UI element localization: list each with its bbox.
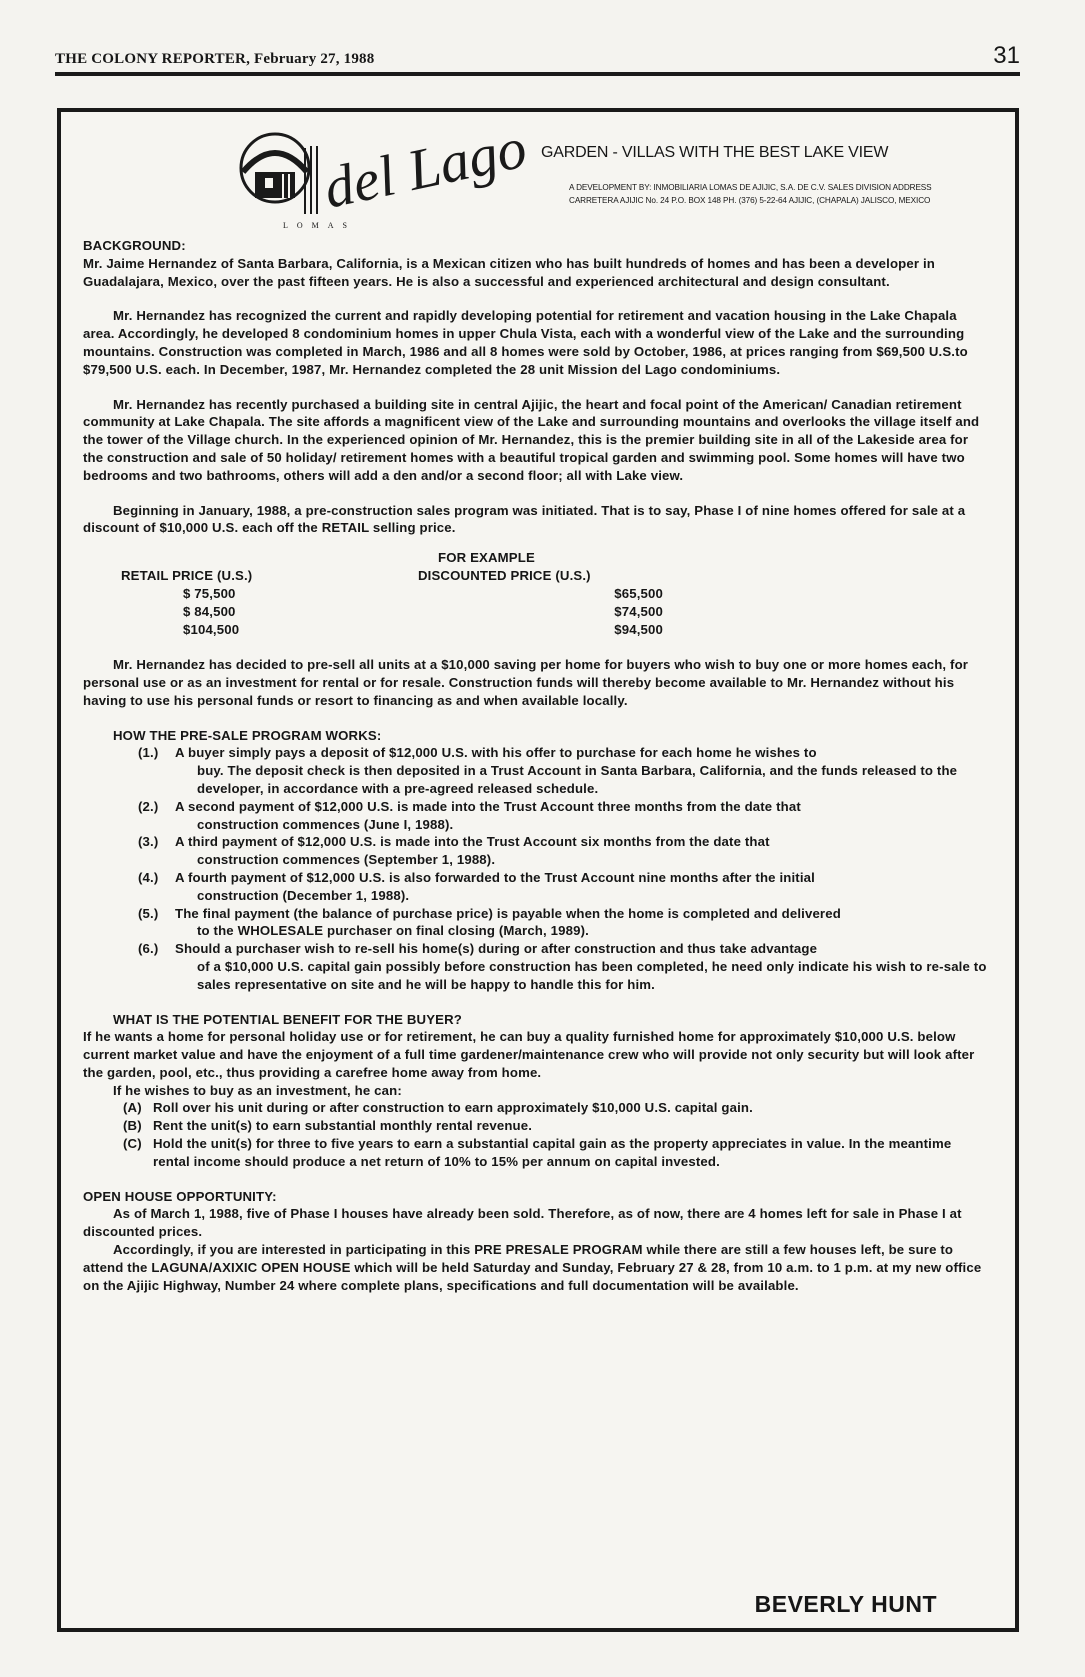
step-text-continued: construction commences (June I, 1988). <box>197 816 454 832</box>
step-item <box>83 833 988 869</box>
step-text-continued: buy. The deposit check is then deposited in a Trust Account in Santa Barbara, California, and the funds released to the developer, in accordance with a pre-agreed released schedule. <box>197 763 958 796</box>
option-item <box>83 1099 988 1117</box>
step-item <box>83 905 988 941</box>
retail-price: $104,500 <box>183 622 240 638</box>
step-number: (4.) <box>138 869 159 885</box>
step-item <box>83 869 988 905</box>
step-text: Should a purchaser wish to re-sell his home(s) during or after construction and thus take advantage <box>175 941 818 957</box>
paragraph-benefit-personal: If he wants a home for personal holiday use or for retirement, he can buy a quality furnished home for approximately $10,000 U.S. below current market value and have the enjoyment of a full time gardener/maintenance crew who will provide not only security but will look after the garden, pool, etc., thus providing a carefree home away from home. <box>83 1029 975 1080</box>
retail-price-header: RETAIL PRICE (U.S.) <box>121 568 253 584</box>
paragraph-ajijic-site: Mr. Hernandez has recently purchased a building site in central Ajijic, the heart and focal point of the American/ Canadian retirement community at Lake Chapala. The site affords a magnificent view of the Lake and surrounding mountains and overlooks the village itself and the tower of the Village church. In the experienced opinion of Mr. Hernandez, this is the premier building site in all of the Lakeside area for the construction and sale of 50 holiday/ retirement homes with a beautiful tropical garden and swimming pool. Some homes will have two bedrooms and two bathrooms, others will add a den and/or a second floor; all with Lake view. <box>83 396 980 483</box>
paragraph-presell: Mr. Hernandez has decided to pre-sell all units at a $10,000 saving per home for buyers who wish to buy one or more homes each, for personal use or as an investment for rental or for resale. Construction funds will thereby become available to Mr. Hernandez without his having to use his personal funds or resort to financing as and when available locally. <box>83 657 969 708</box>
ad-body <box>83 237 988 1294</box>
for-example-label: FOR EXAMPLE <box>438 550 535 566</box>
paragraph-presale-start: Beginning in January, 1988, a pre-construction sales program was initiated. That is to say, Phase I of nine homes offered for sale at a discount of $10,000 U.S. each off the RETAIL selling price. <box>83 502 966 536</box>
step-number: (1.) <box>138 745 159 761</box>
developer-line-1: A DEVELOPMENT BY: INMOBILIARIA LOMAS DE AJIJIC, S.A. DE C.V. SALES DIVISION ADDRESS <box>569 183 932 192</box>
paragraph-benefit-investment: If he wishes to buy as an investment, he can: <box>113 1082 402 1098</box>
discounted-price: $74,500 <box>614 604 663 620</box>
discounted-price: $65,500 <box>614 586 663 602</box>
retail-price: $ 75,500 <box>183 586 236 602</box>
option-text: Hold the unit(s) for three to five years to earn a substantial capital gain as the property appreciates in value. In the meantime rental income should produce a net return of 10% to 15% per annum on capital invested. <box>153 1136 952 1169</box>
step-item <box>83 940 988 993</box>
page-number: 31 <box>993 42 1020 69</box>
option-text: Roll over his unit during or after construction to earn approximately $10,000 U.S. capital gain. <box>153 1100 753 1116</box>
step-text: A second payment of $12,000 U.S. is made into the Trust Account three months from the date that <box>175 798 801 814</box>
discounted-price: $94,500 <box>614 622 663 638</box>
retail-price: $ 84,500 <box>183 604 236 620</box>
step-text: The final payment (the balance of purchase price) is payable when the home is completed and delivered <box>175 905 841 921</box>
option-item <box>83 1117 988 1135</box>
newspaper-title: THE COLONY REPORTER, February 27, 1988 <box>55 51 375 67</box>
price-table <box>83 549 988 639</box>
step-text-continued: of a $10,000 U.S. capital gain possibly before construction has been completed, he need only indicate his wish to re-sale to sales representative on site and he will be happy to handle this for him. <box>197 958 987 992</box>
step-text: A third payment of $12,000 U.S. is made into the Trust Account six months from the date that <box>175 834 770 850</box>
step-text-continued: construction (December 1, 1988). <box>197 887 410 903</box>
advertisement <box>57 108 1019 1632</box>
how-it-works-heading: HOW THE PRE-SALE PROGRAM WORKS: <box>113 727 382 743</box>
signature: BEVERLY HUNT <box>754 1591 937 1617</box>
step-number: (5.) <box>138 905 159 921</box>
option-label: (A) <box>123 1100 142 1116</box>
benefit-heading: WHAT IS THE POTENTIAL BENEFIT FOR THE BUYER? <box>113 1011 462 1027</box>
step-text: A fourth payment of $12,000 U.S. is also forwarded to the Trust Account nine months after the initial <box>175 869 815 885</box>
logo-script-text: del Lago <box>318 114 532 221</box>
step-text-continued: to the WHOLESALE purchaser on final closing (March, 1989). <box>197 923 589 939</box>
investment-options <box>83 1099 988 1170</box>
option-label: (B) <box>123 1118 142 1134</box>
tagline: GARDEN - VILLAS WITH THE BEST LAKE VIEW <box>541 144 889 161</box>
option-label: (C) <box>123 1136 142 1152</box>
paragraph-open-house-status: As of March 1, 1988, five of Phase I houses have already been sold. Therefore, as of now, there are 4 homes left for sale in Phase I at discounted prices. <box>83 1206 962 1240</box>
logo-emblem-icon <box>231 114 532 228</box>
step-item <box>83 798 988 834</box>
paragraph-chula-vista: Mr. Hernandez has recognized the current and rapidly developing potential for retirement and vacation housing in the Lake Chapala area. Accordingly, he developed 8 condominium homes in upper Chula Vista, each with a wonderful view of the Lake and the surrounding mountains. Construction was completed in March, 1986 and all 8 homes were sold by October, 1986, at prices ranging from $69,500 U.S.to $79,500 U.S. each. In December, 1987, Mr. Hernandez completed the 28 unit Mission del Lago condominiums. <box>83 308 968 377</box>
discounted-price-header: DISCOUNTED PRICE (U.S.) <box>418 568 591 584</box>
option-text: Rent the unit(s) to earn substantial monthly rental revenue. <box>153 1118 533 1134</box>
option-item <box>83 1135 988 1171</box>
open-house-heading: OPEN HOUSE OPPORTUNITY: <box>83 1188 277 1204</box>
background-heading: BACKGROUND: <box>83 238 186 253</box>
step-text: A buyer simply pays a deposit of $12,000 U.S. with his offer to purchase for each home he wishes to <box>175 745 817 761</box>
step-text-continued: construction commences (September 1, 1988). <box>197 852 496 868</box>
paragraph-open-house-invite: Accordingly, if you are interested in participating in this PRE PRESALE PROGRAM while there are still a few houses left, be sure to attend the LAGUNA/AXIXIC OPEN HOUSE which will be held Saturday and Sunday, February 27 & 28, from 10 a.m. to 1 p.m. at my new office on the Ajijic Highway, Number 24 where complete plans, specifications and full documentation will be available. <box>83 1242 982 1293</box>
step-number: (6.) <box>138 941 159 957</box>
step-item <box>83 744 988 797</box>
paragraph-background: Mr. Jaime Hernandez of Santa Barbara, California, is a Mexican citizen who has built hundreds of homes and has been a developer in Guadalajara, Mexico, over the past fifteen years. He is also a successful and experienced architectural and design consultant. <box>83 255 935 289</box>
program-steps <box>83 744 988 993</box>
del-lago-logo <box>231 114 532 238</box>
logo-lomas-text: LOMAS <box>283 221 357 230</box>
masthead <box>55 38 1020 76</box>
step-number: (2.) <box>138 798 159 814</box>
developer-line-2: CARRETERA AJIJIC No. 24 P.O. BOX 148 PH. (376) 5-22-64 AJIJIC, (CHAPALA) JALISCO, MEXICO <box>569 196 931 205</box>
step-number: (3.) <box>138 834 159 850</box>
